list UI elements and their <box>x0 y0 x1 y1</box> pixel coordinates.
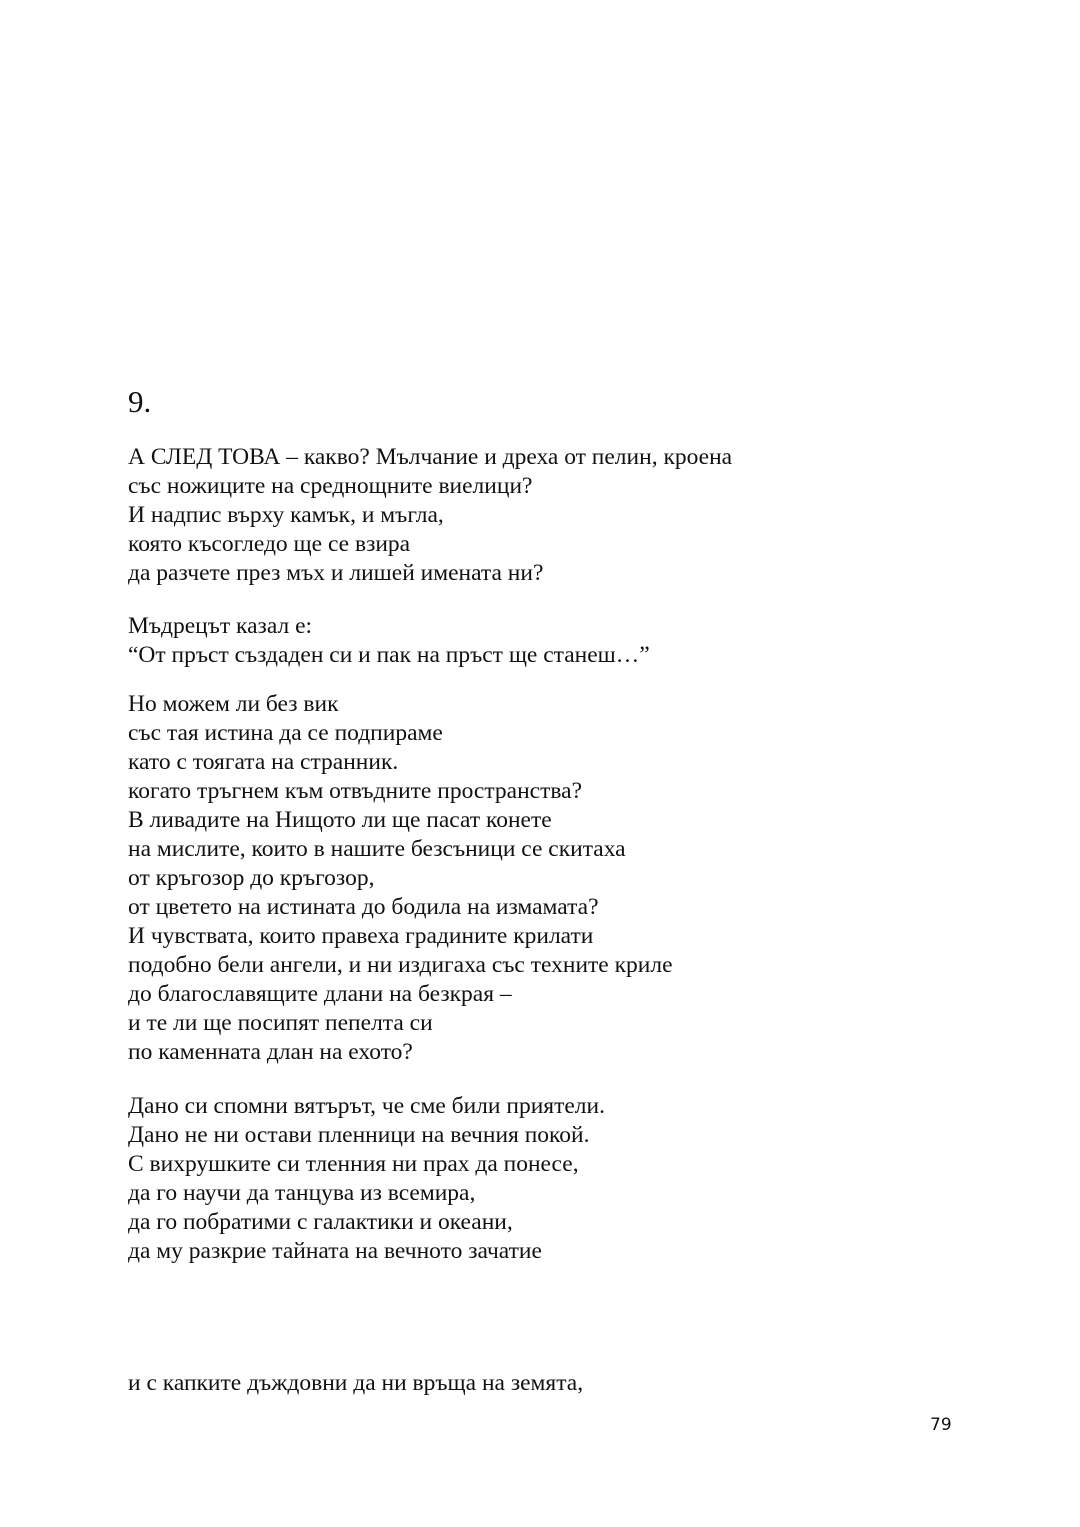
poem-line: И чувствата, които правеха градините крилати <box>128 923 594 949</box>
poem-line: до благославящите длани на безкрая – <box>128 981 512 1007</box>
poem-line: Но можем ли без вик <box>128 691 339 717</box>
poem-line: която късогледо ще се взира <box>128 531 411 557</box>
stanza <box>128 443 732 588</box>
poem-line: и с капките дъждовни да ни връща на земята, <box>128 1370 584 1396</box>
page-number: 79 <box>930 1415 952 1435</box>
poem-line: като с тоягата на странник. <box>128 749 399 775</box>
poem-line: на мислите, които в нашите безсъници се скитаха <box>128 836 626 862</box>
poem-line: В ливадите на Нищото ли ще пасат конете <box>128 807 552 833</box>
poem-line: със ножиците на среднощните виелици? <box>128 473 533 499</box>
poem-line: от цветето на истината до бодила на измамата? <box>128 894 599 920</box>
poem-line: Мъдрецът казал е: <box>128 613 313 639</box>
poem-line: да му разкрие тайната на вечното зачатие <box>128 1238 542 1264</box>
poem-line: да разчете през мъх и лишей имената ни? <box>128 560 544 586</box>
poem-line: и те ли ще посипят пепелта си <box>128 1010 433 1036</box>
poem-line: по каменната длан на ехото? <box>128 1039 413 1065</box>
stanza <box>128 1092 605 1266</box>
poem-line: И надпис върху камък, и мъгла, <box>128 502 444 528</box>
stanza <box>128 690 673 1067</box>
poem-line: от кръгозор до кръгозор, <box>128 865 375 891</box>
stanza <box>128 1369 583 1398</box>
poem-line: със тая истина да се подпираме <box>128 720 443 746</box>
poem-line: да го научи да танцува из всемира, <box>128 1180 476 1206</box>
poem-line: Дано не ни остави пленници на вечния покой. <box>128 1122 590 1148</box>
poem-line: да го побратими с галактики и океани, <box>128 1209 513 1235</box>
poem-line: А СЛЕД ТОВА – какво? Мълчание и дреха от пелин, кроена <box>128 444 733 470</box>
poem-line: когато тръгнем към отвъдните пространства? <box>128 778 582 804</box>
poem-line: С вихрушките си тленния ни прах да понесе, <box>128 1151 579 1177</box>
poem-line: “От пръст създаден си и пак на пръст ще станеш…” <box>128 642 650 668</box>
stanza <box>128 612 650 670</box>
poem-line: подобно бели ангели, и ни издигаха със техните криле <box>128 952 673 978</box>
poem-line: Дано си спомни вятърът, че сме били приятели. <box>128 1093 605 1119</box>
poem-number: 9. <box>128 384 152 419</box>
